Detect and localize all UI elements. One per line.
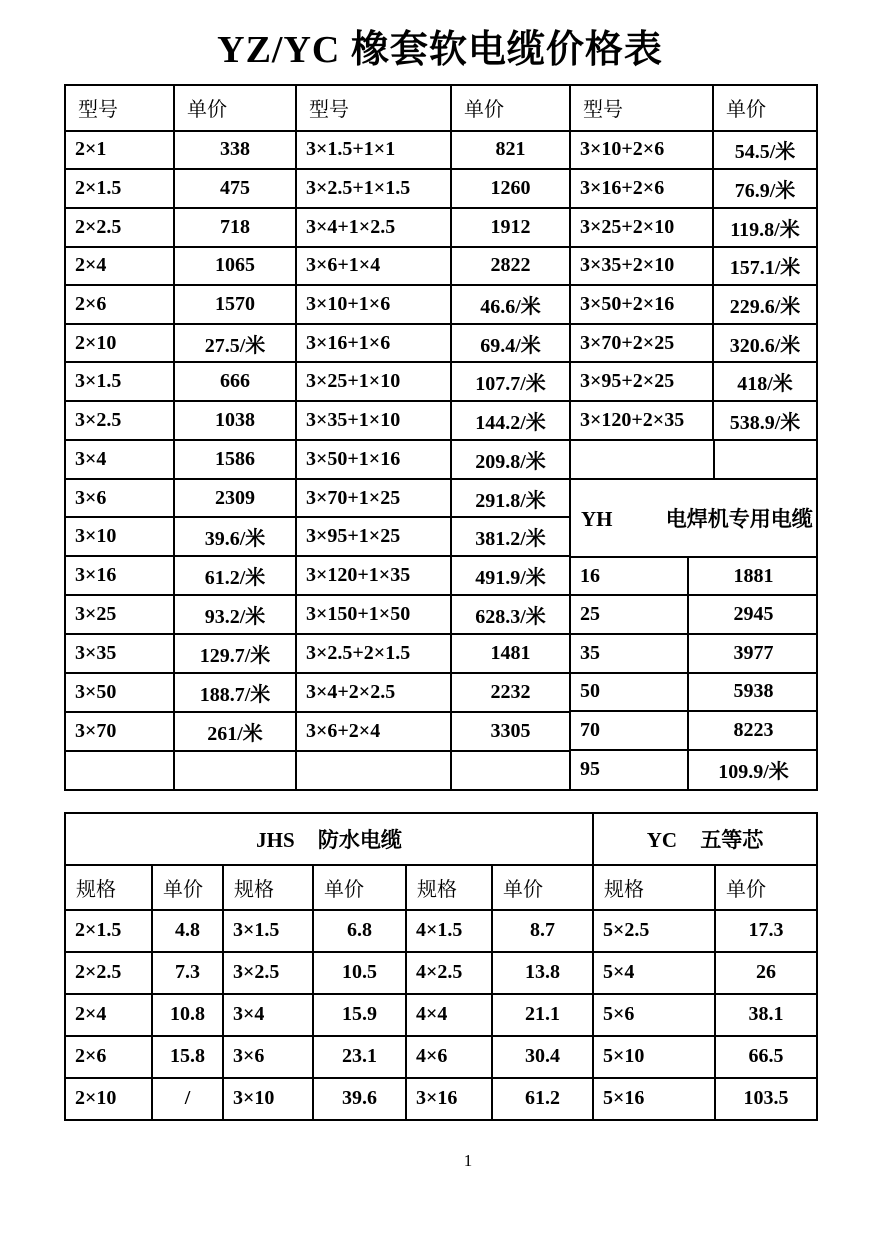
model-cell: 3×150+1×50	[296, 595, 451, 634]
model-cell: 2×10	[65, 324, 174, 363]
yc-section-header	[593, 813, 817, 865]
spec-cell: 4×6	[406, 1036, 492, 1078]
table-row	[571, 634, 817, 673]
spec-cell: 5×10	[593, 1036, 715, 1078]
price-cell: 475	[174, 169, 296, 208]
yh-header-row	[571, 479, 817, 556]
model-cell: 3×16	[65, 556, 174, 595]
document-title: YZ/YC 橡套软电缆价格表	[217, 29, 663, 71]
model-cell: 3×2.5+1×1.5	[296, 169, 451, 208]
table-row	[65, 401, 817, 440]
price-cell: 13.8	[492, 952, 593, 994]
model-cell: 50	[571, 673, 688, 712]
model-cell: 3×10+1×6	[296, 285, 451, 324]
price-cell: 39.6	[313, 1078, 406, 1120]
column-header-spec: 规格	[223, 865, 313, 910]
yh-code: YH	[581, 507, 613, 532]
price-cell: 8.7	[492, 910, 593, 952]
jhs-yc-price-table	[64, 812, 818, 1121]
model-cell: 3×10	[65, 517, 174, 556]
model-cell: 3×4+1×2.5	[296, 208, 451, 247]
price-cell: 338	[174, 131, 296, 170]
model-cell: 3×35	[65, 634, 174, 673]
model-cell: 3×6+2×4	[296, 712, 451, 751]
price-cell: 1570	[174, 285, 296, 324]
model-cell: 3×25	[65, 595, 174, 634]
model-cell: 2×6	[65, 285, 174, 324]
model-cell: 3×35+2×10	[570, 247, 713, 286]
yzyc-price-table	[64, 84, 818, 791]
price-cell: 821	[451, 131, 570, 170]
jhs-code: JHS	[256, 827, 295, 852]
table-row	[65, 285, 817, 324]
model-cell: 25	[571, 595, 688, 634]
model-cell: 3×70	[65, 712, 174, 751]
price-cell: 129.7/米	[174, 634, 296, 673]
table-row	[571, 557, 817, 596]
price-cell: 66.5	[715, 1036, 817, 1078]
model-cell: 3×70+2×25	[570, 324, 713, 363]
price-cell: 119.8/米	[713, 208, 817, 247]
spec-cell: 4×1.5	[406, 910, 492, 952]
empty-cell	[65, 751, 174, 790]
table-row	[65, 169, 817, 208]
price-cell: 628.3/米	[451, 595, 570, 634]
price-cell: 69.4/米	[451, 324, 570, 363]
empty-cell	[571, 441, 714, 480]
spec-cell: 2×10	[65, 1078, 152, 1120]
model-cell: 3×16+1×6	[296, 324, 451, 363]
price-cell: 7.3	[152, 952, 223, 994]
table-row	[65, 208, 817, 247]
price-cell: 10.5	[313, 952, 406, 994]
spec-cell: 3×4	[223, 994, 313, 1036]
price-cell: 3977	[688, 634, 817, 673]
column-header-spec: 规格	[593, 865, 715, 910]
jhs-section-header	[65, 813, 593, 865]
price-cell: 418/米	[713, 362, 817, 401]
spec-cell: 3×1.5	[223, 910, 313, 952]
price-cell: 26	[715, 952, 817, 994]
price-cell: 157.1/米	[713, 247, 817, 286]
price-cell: 76.9/米	[713, 169, 817, 208]
price-cell: 1260	[451, 169, 570, 208]
column-header-price: 单价	[451, 85, 570, 131]
spec-cell: 5×16	[593, 1078, 715, 1120]
yc-code: YC	[646, 827, 678, 852]
model-cell: 3×35+1×10	[296, 401, 451, 440]
model-cell: 2×1	[65, 131, 174, 170]
spec-cell: 5×2.5	[593, 910, 715, 952]
table-row	[571, 750, 817, 789]
column-header-price: 单价	[713, 85, 817, 131]
table-row	[65, 440, 817, 479]
price-cell: 39.6/米	[174, 517, 296, 556]
model-cell: 3×70+1×25	[296, 479, 451, 518]
price-cell: 2232	[451, 673, 570, 712]
price-cell: 381.2/米	[451, 517, 570, 556]
price-cell: 61.2/米	[174, 556, 296, 595]
column-header-spec: 规格	[406, 865, 492, 910]
spec-cell: 2×6	[65, 1036, 152, 1078]
model-cell: 3×120+2×35	[570, 401, 713, 440]
price-cell: 188.7/米	[174, 673, 296, 712]
price-cell: 109.9/米	[688, 750, 817, 789]
model-cell: 3×50	[65, 673, 174, 712]
price-cell: 21.1	[492, 994, 593, 1036]
price-cell: 30.4	[492, 1036, 593, 1078]
section-header-row	[65, 813, 817, 865]
price-cell: /	[152, 1078, 223, 1120]
spec-cell: 2×1.5	[65, 910, 152, 952]
yh-section	[570, 440, 817, 790]
price-cell: 103.5	[715, 1078, 817, 1120]
model-cell: 2×1.5	[65, 169, 174, 208]
price-cell: 2822	[451, 247, 570, 286]
price-cell: 229.6/米	[713, 285, 817, 324]
model-cell: 3×95+2×25	[570, 362, 713, 401]
yh-welding-cable-table	[571, 441, 817, 789]
model-cell: 3×6	[65, 479, 174, 518]
table-row	[571, 673, 817, 712]
column-header-model: 型号	[65, 85, 174, 131]
price-cell: 15.9	[313, 994, 406, 1036]
model-cell: 35	[571, 634, 688, 673]
price-cell: 15.8	[152, 1036, 223, 1078]
model-cell: 3×50+2×16	[570, 285, 713, 324]
column-header-price: 单价	[492, 865, 593, 910]
empty-cell	[296, 751, 451, 790]
price-cell: 1038	[174, 401, 296, 440]
price-cell: 1586	[174, 440, 296, 479]
price-cell: 93.2/米	[174, 595, 296, 634]
price-cell: 6.8	[313, 910, 406, 952]
jhs-label: 防水电缆	[317, 827, 402, 852]
spec-cell: 3×6	[223, 1036, 313, 1078]
main-header-row	[65, 85, 817, 131]
table-row	[571, 441, 817, 480]
price-cell: 5938	[688, 673, 817, 712]
model-cell: 3×25+1×10	[296, 362, 451, 401]
price-cell: 2945	[688, 595, 817, 634]
spec-cell: 5×4	[593, 952, 715, 994]
model-cell: 70	[571, 711, 688, 750]
empty-cell	[451, 751, 570, 790]
table-row	[65, 362, 817, 401]
price-cell: 491.9/米	[451, 556, 570, 595]
price-cell: 144.2/米	[451, 401, 570, 440]
price-cell: 538.9/米	[713, 401, 817, 440]
table-row	[65, 952, 817, 994]
price-cell: 61.2	[492, 1078, 593, 1120]
model-cell: 3×4+2×2.5	[296, 673, 451, 712]
model-cell: 3×16+2×6	[570, 169, 713, 208]
model-cell: 3×25+2×10	[570, 208, 713, 247]
price-cell: 4.8	[152, 910, 223, 952]
price-cell: 8223	[688, 711, 817, 750]
page-number: 1	[463, 1150, 473, 1170]
model-cell: 3×50+1×16	[296, 440, 451, 479]
model-cell: 3×120+1×35	[296, 556, 451, 595]
table-row	[65, 324, 817, 363]
price-cell: 46.6/米	[451, 285, 570, 324]
price-cell: 10.8	[152, 994, 223, 1036]
table-row	[65, 1036, 817, 1078]
price-cell: 27.5/米	[174, 324, 296, 363]
column-header-price: 单价	[715, 865, 817, 910]
price-cell: 3305	[451, 712, 570, 751]
model-cell: 16	[571, 557, 688, 596]
spec-cell: 3×2.5	[223, 952, 313, 994]
price-cell: 666	[174, 362, 296, 401]
table-row	[65, 910, 817, 952]
spec-cell: 4×2.5	[406, 952, 492, 994]
price-cell: 261/米	[174, 712, 296, 751]
model-cell: 3×95+1×25	[296, 517, 451, 556]
price-cell: 320.6/米	[713, 324, 817, 363]
price-cell: 1065	[174, 247, 296, 286]
yc-label: 五等芯	[700, 827, 764, 852]
yh-label: 电焊机专用电缆	[665, 507, 813, 532]
column-header-price: 单价	[152, 865, 223, 910]
empty-cell	[714, 441, 817, 480]
price-cell: 23.1	[313, 1036, 406, 1078]
yh-section-header	[571, 479, 817, 556]
bottom-header-row	[65, 865, 817, 910]
price-cell: 209.8/米	[451, 440, 570, 479]
table-row	[65, 247, 817, 286]
price-cell: 2309	[174, 479, 296, 518]
empty-cell	[174, 751, 296, 790]
price-cell: 38.1	[715, 994, 817, 1036]
price-cell: 17.3	[715, 910, 817, 952]
model-cell: 3×1.5+1×1	[296, 131, 451, 170]
price-cell: 54.5/米	[713, 131, 817, 170]
model-cell: 3×10+2×6	[570, 131, 713, 170]
model-cell: 3×2.5	[65, 401, 174, 440]
column-header-model: 型号	[296, 85, 451, 131]
table-row	[65, 131, 817, 170]
column-header-price: 单价	[174, 85, 296, 131]
model-cell: 2×2.5	[65, 208, 174, 247]
column-header-model: 型号	[570, 85, 713, 131]
model-cell: 95	[571, 750, 688, 789]
table-row	[65, 1078, 817, 1120]
spec-cell: 3×16	[406, 1078, 492, 1120]
price-cell: 291.8/米	[451, 479, 570, 518]
model-cell: 2×4	[65, 247, 174, 286]
model-cell: 3×1.5	[65, 362, 174, 401]
table-row	[571, 595, 817, 634]
spec-cell: 3×10	[223, 1078, 313, 1120]
spec-cell: 5×6	[593, 994, 715, 1036]
column-header-price: 单价	[313, 865, 406, 910]
price-cell: 107.7/米	[451, 362, 570, 401]
spec-cell: 4×4	[406, 994, 492, 1036]
price-cell: 718	[174, 208, 296, 247]
price-cell: 1881	[688, 557, 817, 596]
spec-cell: 2×2.5	[65, 952, 152, 994]
column-header-spec: 规格	[65, 865, 152, 910]
price-cell: 1481	[451, 634, 570, 673]
price-cell: 1912	[451, 208, 570, 247]
table-row	[65, 994, 817, 1036]
spec-cell: 2×4	[65, 994, 152, 1036]
model-cell: 3×4	[65, 440, 174, 479]
model-cell: 3×2.5+2×1.5	[296, 634, 451, 673]
table-row	[571, 711, 817, 750]
model-cell: 3×6+1×4	[296, 247, 451, 286]
